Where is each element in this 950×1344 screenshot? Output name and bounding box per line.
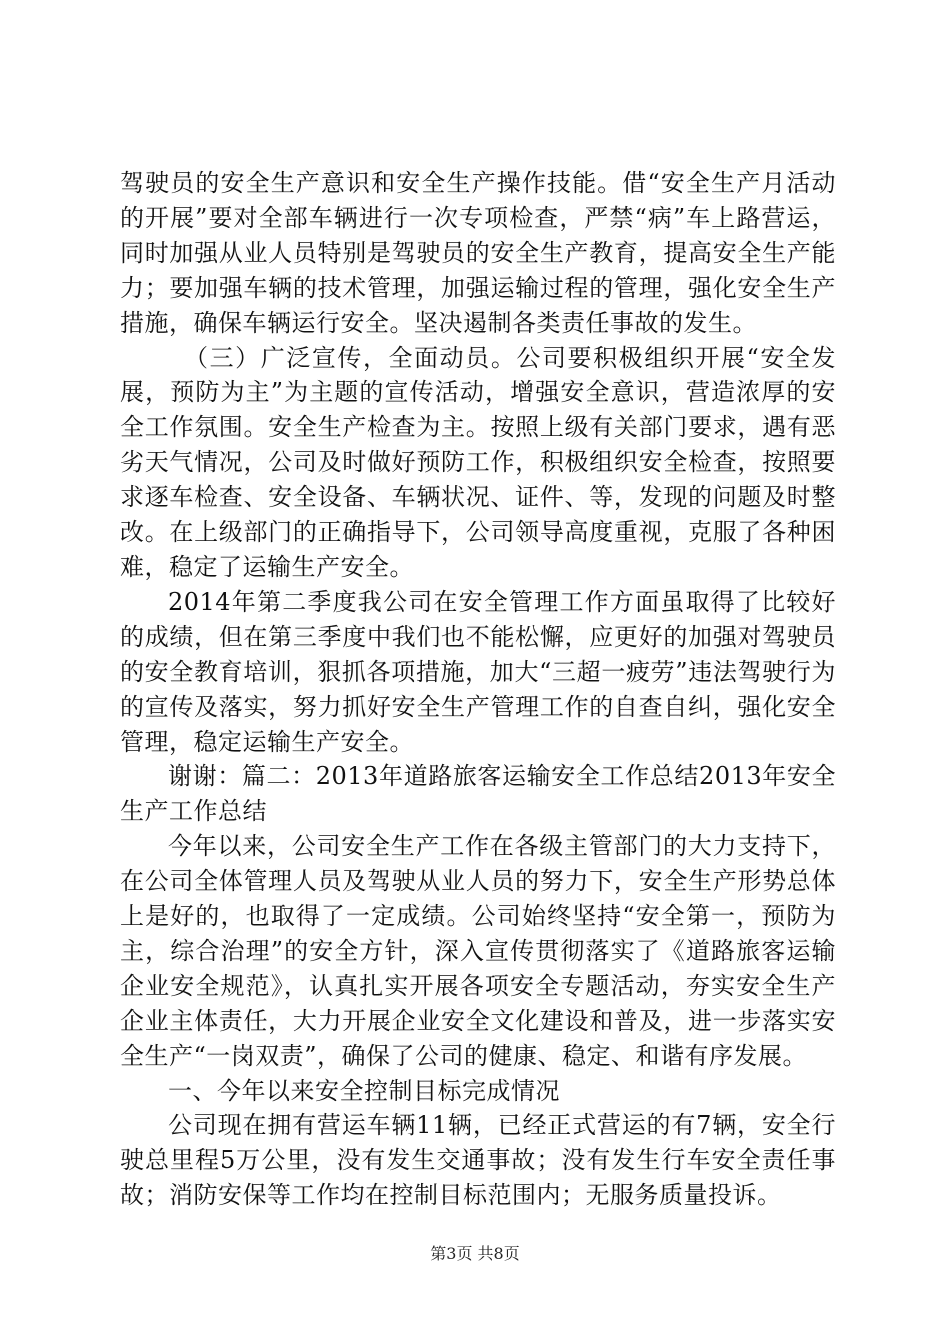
paragraph-publicity: （三）广泛宣传，全面动员。公司要积极组织开展“安全发展，预防为主”为主题的宣传活动，增强安全意识，营造浓厚的安全工作氛围。安全生产检查为主。按照上级有关部门要求，遇有恶劣天气情况，公司及时做好预防工作，积极组织安全检查，按照要求逐车检查、安全设备、车辆状况、证件、等，发现的问题及时整改。在上级部门的正确指导下，公司领导高度重视，克服了各种困难，稳定了运输生产安全。 <box>120 343 836 581</box>
document-body <box>120 166 836 1213</box>
paragraph-heading-targets: 一、今年以来安全控制目标完成情况 <box>168 1076 560 1105</box>
paragraph-vehicle-stats: 公司现在拥有营运车辆11辆，已经正式营运的有7辆，安全行驶总里程5万公里，没有发生交通事故；没有发生行车安全责任事故；消防安保等工作均在控制目标范围内；无服务质量投诉。 <box>120 1111 836 1210</box>
paragraph-year-overview: 今年以来，公司安全生产工作在各级主管部门的大力支持下，在公司全体管理人员及驾驶从业人员的努力下，安全生产形势总体上是好的，也取得了一定成绩。公司始终坚持“安全第一，预防为主，综合治理”的安全方针，深入宣传贯彻落实了《道路旅客运输企业安全规范》，认真扎实开展各项安全专题活动，夯实安全生产企业主体责任，大力开展企业安全文化建设和普及，进一步落实安全生产“一岗双责”，确保了公司的健康、稳定、和谐有序发展。 <box>120 832 836 1070</box>
paragraph-q2-summary: 2014年第二季度我公司在安全管理工作方面虽取得了比较好的成绩，但在第三季度中我们也不能松懈，应更好的加强对驾驶员的安全教育培训，狠抓各项措施，加大“三超一疲劳”违法驾驶行为的宣传及落实，努力抓好安全生产管理工作的自查自纠，强化安全管理，稳定运输生产安全。 <box>120 587 836 756</box>
paragraph-section-title: 谢谢：篇二：2013年道路旅客运输安全工作总结2013年安全生产工作总结 <box>120 762 836 826</box>
page-footer: 第3页 共8页 <box>430 1244 520 1263</box>
paragraph-continuation: 驾驶员的安全生产意识和安全生产操作技能。借“安全生产月活动的开展”要对全部车辆进行一次专项检查，严禁“病”车上路营运，同时加强从业人员特别是驾驶员的安全生产教育，提高安全生产能力；要加强车辆的技术管理，加强运输过程的管理，强化安全生产措施，确保车辆运行安全。坚决遏制各类责任事故的发生。 <box>120 169 836 337</box>
